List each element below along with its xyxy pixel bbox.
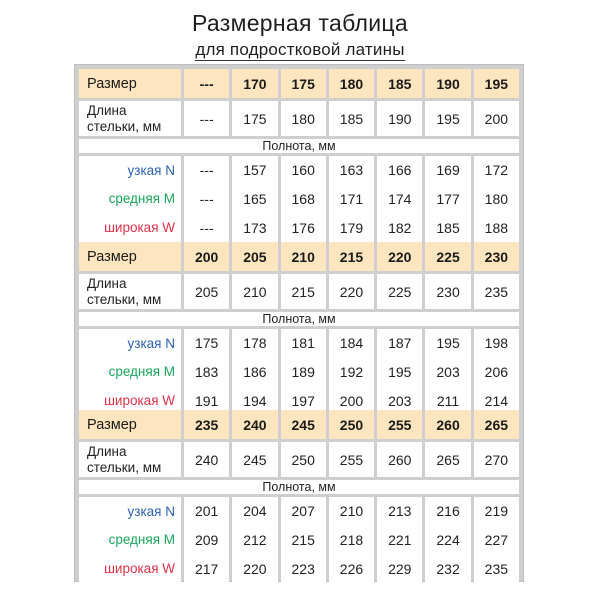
insole-value: 190 [377,101,422,136]
fullness-column [232,329,277,415]
narrow-value: 166 [388,162,412,179]
wide-value: 214 [484,392,509,409]
fullness-heading: Полнота, мм [79,480,519,494]
medium-value: 227 [484,531,509,548]
fullness-column [425,329,470,415]
medium-value: --- [199,190,214,207]
narrow-value: 201 [194,503,219,520]
size-value: 225 [425,242,470,271]
insole-value: 215 [281,274,326,309]
insole-length-row [79,442,519,477]
wide-value: 232 [436,560,460,577]
insole-value: 225 [377,274,422,309]
fullness-column [377,329,422,415]
size-value: --- [184,69,229,98]
wide-value: 235 [484,560,509,577]
fullness-column [474,156,519,242]
narrow-value: --- [199,162,214,179]
size-value: 230 [474,242,519,271]
size-value: 240 [232,410,277,439]
size-value: 200 [184,242,229,271]
insole-value: 270 [474,442,519,477]
size-value: 175 [281,69,326,98]
narrow-value: 187 [388,335,412,352]
medium-value: 180 [484,190,509,207]
insole-value: 175 [232,101,277,136]
wide-value: 203 [388,392,412,409]
size-label: Размер [79,242,181,271]
size-value: 220 [377,242,422,271]
narrow-label: узкая N [127,335,175,351]
size-header-row [79,69,519,98]
wide-value: 176 [291,219,315,236]
narrow-value: 204 [243,503,267,520]
size-label: Размер [79,410,181,439]
insole-value: 220 [329,274,374,309]
wide-value: --- [199,219,214,236]
fullness-column [425,156,470,242]
insole-value: 195 [425,101,470,136]
size-label: Размер [79,69,181,98]
size-value: 190 [425,69,470,98]
fullness-column [474,497,519,583]
fullness-column [184,329,229,415]
size-value: 260 [425,410,470,439]
insole-label: Длина стельки, мм [79,101,181,136]
medium-value: 203 [436,363,460,380]
insole-value: 265 [425,442,470,477]
size-value: 265 [474,410,519,439]
subtitle-text: для подростковой латины [195,40,405,59]
wide-value: 179 [339,219,364,236]
size-value: 170 [232,69,277,98]
size-value: 195 [474,69,519,98]
medium-label: средняя M [108,364,175,380]
fullness-column [281,497,326,583]
narrow-value: 207 [291,503,315,520]
narrow-value: 198 [484,335,509,352]
fullness-column [184,497,229,583]
medium-value: 183 [194,363,219,380]
insole-value: 185 [329,101,374,136]
fullness-heading: Полнота, мм [79,312,519,326]
fullness-column [377,156,422,242]
narrow-label: узкая N [127,503,175,519]
size-value: 185 [377,69,422,98]
insole-value: 180 [281,101,326,136]
wide-value: 182 [388,219,412,236]
wide-value: 173 [243,219,267,236]
page-subtitle [0,40,600,60]
wide-value: 229 [388,560,412,577]
size-header-row [79,242,519,271]
narrow-value: 160 [291,162,315,179]
wide-value: 188 [484,219,509,236]
medium-value: 212 [243,531,267,548]
fullness-column [281,156,326,242]
size-block [79,69,519,242]
medium-value: 192 [339,363,364,380]
medium-value: 171 [339,190,364,207]
size-value: 245 [281,410,326,439]
fullness-rows [79,156,519,242]
narrow-value: 181 [291,335,315,352]
narrow-value: 184 [339,335,364,352]
wide-value: 220 [243,560,267,577]
wide-value: 211 [436,392,460,409]
size-value: 255 [377,410,422,439]
size-block [79,242,519,415]
wide-label: широкая W [104,561,175,577]
fullness-labels [79,497,181,583]
size-block [79,410,519,583]
narrow-value: 172 [484,162,509,179]
insole-value: 200 [474,101,519,136]
medium-value: 168 [291,190,315,207]
insole-label: Длина стельки, мм [79,442,181,477]
size-value: 235 [184,410,229,439]
wide-value: 194 [243,392,267,409]
medium-value: 195 [388,363,412,380]
narrow-value: 163 [339,162,364,179]
fullness-rows [79,497,519,583]
insole-length-row [79,101,519,136]
medium-value: 206 [484,363,509,380]
fullness-column [329,156,374,242]
insole-value: 250 [281,442,326,477]
insole-value: 255 [329,442,374,477]
wide-value: 226 [339,560,364,577]
fullness-column [474,329,519,415]
medium-value: 165 [243,190,267,207]
insole-value: 245 [232,442,277,477]
wide-value: 217 [194,560,219,577]
fullness-column [232,497,277,583]
medium-value: 218 [339,531,364,548]
medium-label: средняя M [108,532,175,548]
size-value: 215 [329,242,374,271]
narrow-value: 210 [339,503,364,520]
wide-value: 197 [291,392,315,409]
narrow-value: 178 [243,335,267,352]
insole-label: Длина стельки, мм [79,274,181,309]
size-header-row [79,410,519,439]
wide-value: 191 [194,392,219,409]
wide-value: 200 [339,392,364,409]
fullness-column [377,497,422,583]
medium-value: 177 [436,190,460,207]
medium-value: 221 [388,531,412,548]
fullness-labels [79,156,181,242]
fullness-column [329,497,374,583]
insole-value: 230 [425,274,470,309]
narrow-value: 175 [194,335,219,352]
fullness-column [329,329,374,415]
narrow-value: 213 [388,503,412,520]
narrow-value: 157 [243,162,267,179]
narrow-value: 219 [484,503,509,520]
medium-value: 174 [388,190,412,207]
fullness-rows [79,329,519,415]
size-value: 210 [281,242,326,271]
narrow-value: 195 [436,335,460,352]
size-value: 205 [232,242,277,271]
insole-value: 240 [184,442,229,477]
insole-value: 235 [474,274,519,309]
narrow-value: 169 [436,162,460,179]
insole-value: 260 [377,442,422,477]
size-value: 180 [329,69,374,98]
medium-value: 209 [194,531,219,548]
insole-value: 205 [184,274,229,309]
page-title: Размерная таблица [192,10,408,36]
medium-value: 189 [291,363,315,380]
medium-label: средняя M [108,191,175,207]
fullness-column [184,156,229,242]
medium-value: 215 [291,531,315,548]
fullness-column [232,156,277,242]
medium-value: 186 [243,363,267,380]
wide-value: 185 [436,219,460,236]
fullness-labels [79,329,181,415]
insole-value: --- [184,101,229,136]
insole-value: 210 [232,274,277,309]
wide-value: 223 [291,560,315,577]
wide-label: широкая W [104,220,175,236]
wide-label: широкая W [104,393,175,409]
fullness-heading: Полнота, мм [79,139,519,153]
size-value: 250 [329,410,374,439]
medium-value: 224 [436,531,460,548]
fullness-column [281,329,326,415]
narrow-value: 216 [436,503,460,520]
size-table [74,64,524,582]
fullness-column [425,497,470,583]
narrow-label: узкая N [127,162,175,178]
insole-length-row [79,274,519,309]
